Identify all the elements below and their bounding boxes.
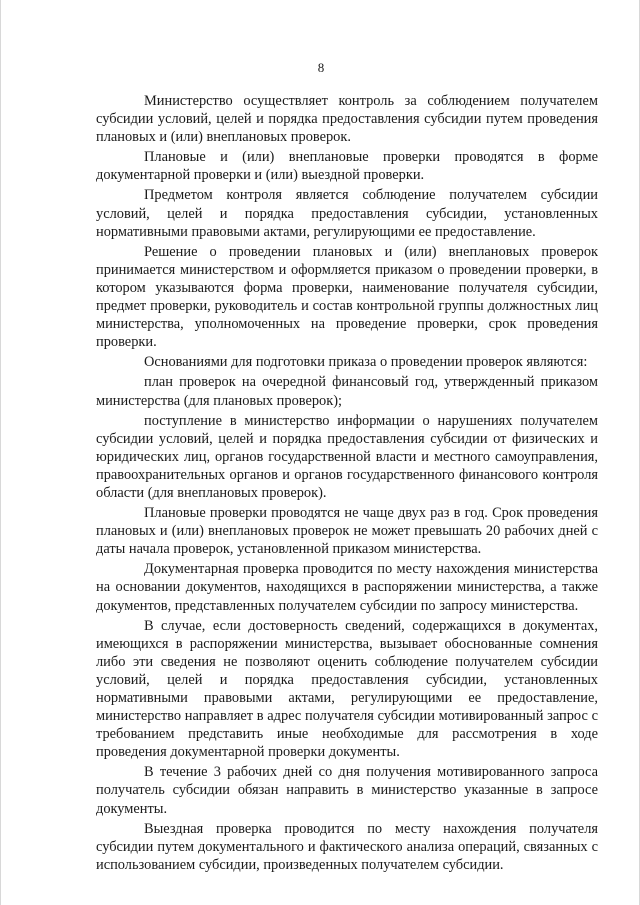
paragraph-grounds-intro: Основаниями для подготовки приказа о проведении проверок являются:: [144, 354, 588, 371]
paragraph-subject-of-control: Предметом контроля является соблюдение получателем субсидии условий, целей и порядка предоставления субсидии, установленных нормативными правовыми актами, регулирующими ее предоставление.: [96, 187, 598, 240]
paragraph-control: Министерство осуществляет контроль за соблюдением получателем субсидии условий, целей и порядка предоставления субсидии путем проведения плановых и (или) внеплановых проверок.: [96, 93, 598, 146]
paragraph-inspection-decision: Решение о проведении плановых и (или) внеплановых проверок принимается министерством и оформляется приказом о проведении проверки, в котором указываются форма проверки, наименование получателя субсидии, предмет проверки, руководитель и состав контрольной группы должностных лиц министерства, уполномоченных на проведение проверки, срок проведения проверки.: [96, 243, 598, 351]
paragraph-response-deadline: В течение 3 рабочих дней со дня получения мотивированного запроса получатель субсидии обязан направить в министерство указанные в запросе документы.: [96, 764, 598, 817]
paragraph-planned-frequency: Плановые проверки проводятся не чаще двух раз в год. Срок проведения плановых и (или) внеплановых проверок не может превышать 20 рабочих дней с даты начала проверок, установленной приказом министерства.: [96, 505, 598, 558]
page-number: 8: [317, 60, 325, 75]
paragraph-onsite-inspection: Выездная проверка проводится по месту нахождения получателя субсидии путем документального и фактического анализа операций, связанных с использованием субсидии, произведенных получателем субсидии.: [96, 820, 598, 873]
paragraph-grounds-violations: поступление в министерство информации о нарушениях получателем субсидии условий, целей и порядка предоставления субсидии от физических и юридических лиц, органов государственной власти и местного самоуправления, правоохранительных органов и органов государственного финансового контроля области (для внеплановых проверок).: [96, 412, 598, 501]
paragraph-reasoned-request: В случае, если достоверность сведений, содержащихся в документах, имеющихся в распоряжении министерства, вызывает обоснованные сомнения либо эти сведения не позволяют оценить соблюдение получателем субсидии условий, целей и порядка предоставления субсидии, установленных нормативными правовыми актами, регулирующими ее предоставление, министерство направляет в адрес получателя субсидии мотивированный запрос с требованием представить иные необходимые для рассмотрения в ходе проведения документарной проверки документы.: [96, 617, 598, 761]
document-body: [96, 92, 598, 876]
paragraph-inspection-forms: Плановые и (или) внеплановые проверки проводятся в форме документарной проверки и (или) выездной проверки.: [96, 149, 598, 184]
paragraph-grounds-plan: план проверок на очередной финансовый год, утвержденный приказом министерства (для плановых проверок);: [96, 374, 598, 409]
paragraph-documentary-inspection: Документарная проверка проводится по месту нахождения министерства на основании документов, находящихся в распоряжении министерства, а также документов, представленных получателем субсидии по запросу министерства.: [96, 561, 598, 614]
